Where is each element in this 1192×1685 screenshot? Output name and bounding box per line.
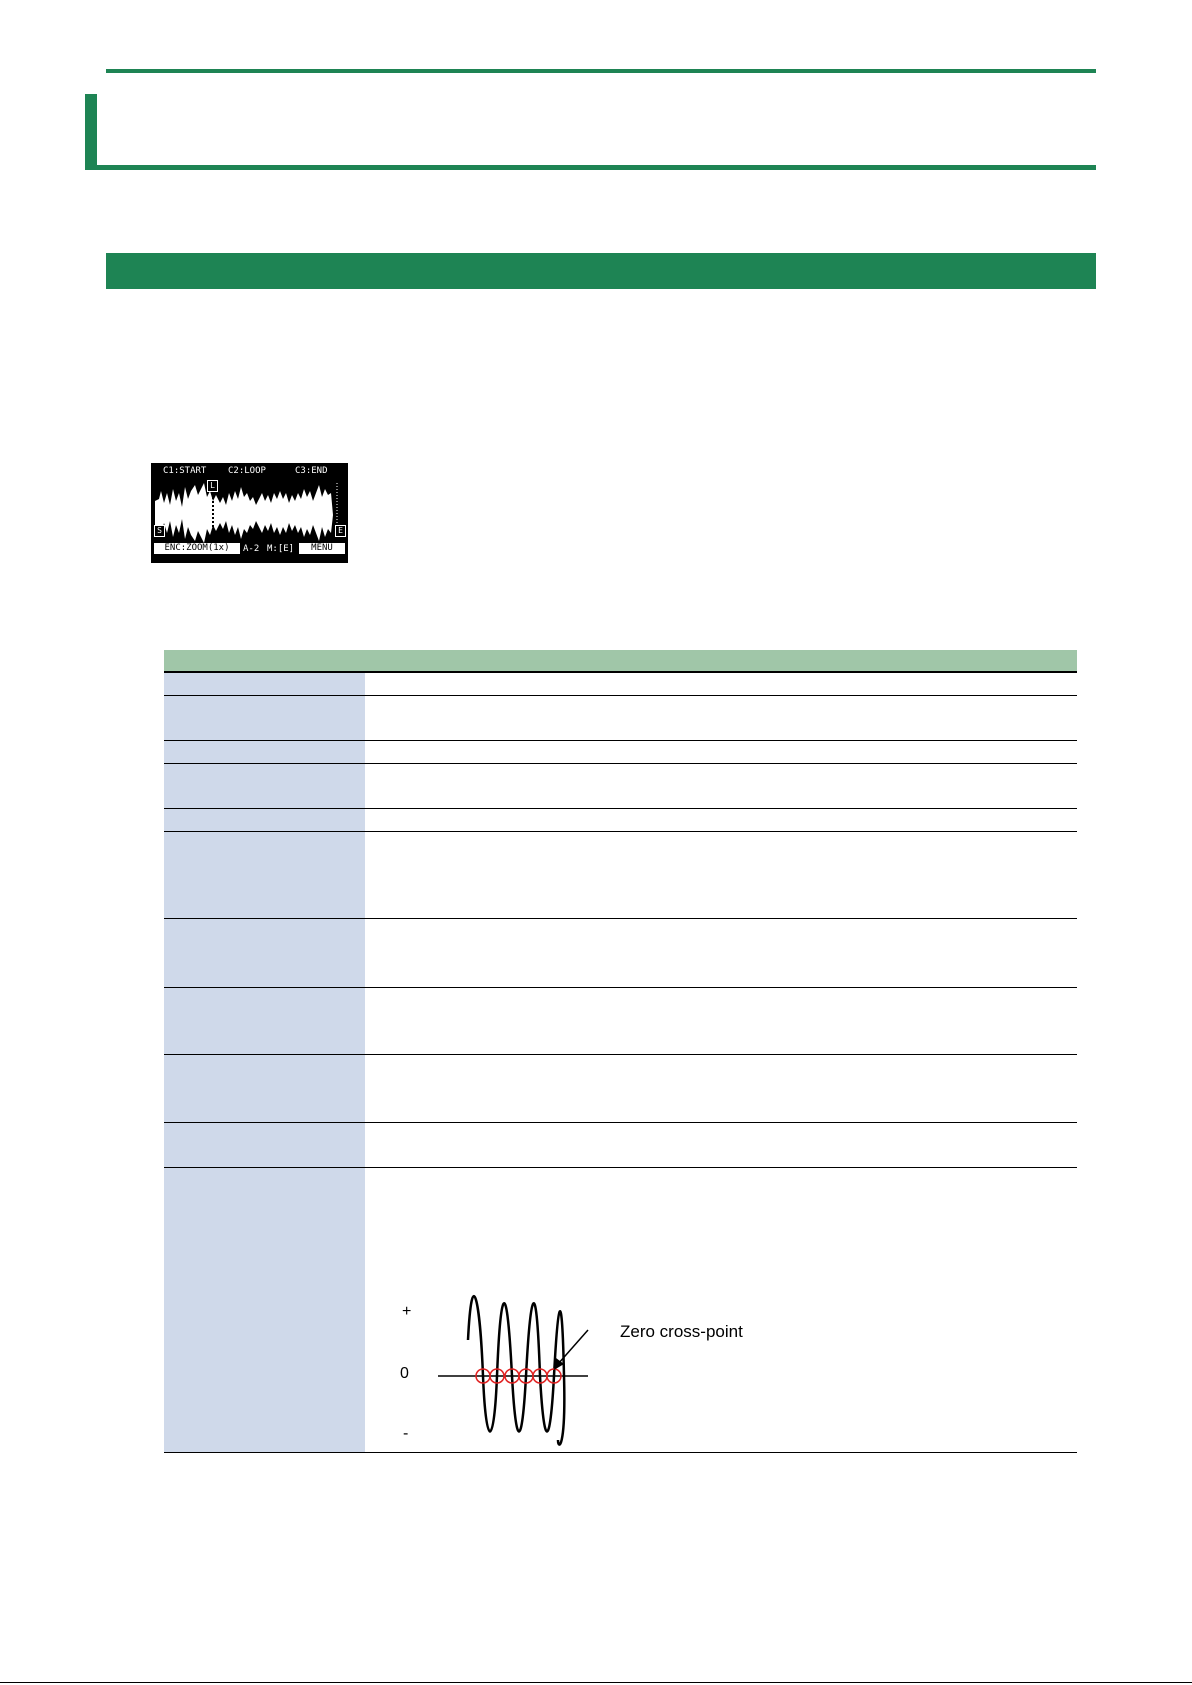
diagram-zero-label: 0 — [400, 1365, 409, 1382]
lcd-start-marker: S — [154, 525, 165, 537]
table-key-cell — [164, 809, 365, 831]
table-key-cell — [164, 696, 365, 740]
table-key-cell — [164, 919, 365, 987]
table-row — [164, 1123, 1077, 1168]
lcd-enc-zoom: ENC:ZOOM(1x) — [154, 543, 240, 554]
lcd-c3-label: C3:END — [295, 466, 328, 476]
table-row — [164, 1055, 1077, 1123]
lcd-loop-marker: L — [207, 480, 218, 492]
table-row — [164, 696, 1077, 741]
title-accent-bar — [85, 94, 97, 170]
lcd-pad-label: A-2 — [243, 544, 260, 554]
table-row — [164, 809, 1077, 832]
table-key-cell — [164, 1123, 365, 1167]
lcd-c1-label: C1:START — [163, 466, 207, 476]
table-row — [164, 741, 1077, 764]
lcd-c2-label: C2:LOOP — [228, 466, 266, 476]
table-key-cell — [164, 1168, 365, 1452]
lcd-mode-label: M:[E] — [267, 544, 295, 554]
top-rule — [106, 69, 1096, 73]
diagram-minus-label: - — [403, 1425, 409, 1442]
footer-rule — [0, 1682, 1192, 1683]
table-row — [164, 673, 1077, 696]
table-row — [164, 832, 1077, 919]
table-key-cell — [164, 673, 365, 695]
lcd-end-marker: E — [335, 525, 346, 537]
lcd-screen — [151, 463, 348, 563]
table-row — [164, 988, 1077, 1055]
table-key-cell — [164, 1055, 365, 1122]
table-header — [164, 650, 1077, 671]
table-key-cell — [164, 741, 365, 763]
table-row — [164, 919, 1077, 988]
lcd-menu-label: MENU — [299, 543, 345, 554]
table-key-cell — [164, 988, 365, 1054]
title-underline — [85, 165, 1096, 170]
table-key-cell — [164, 832, 365, 918]
diagram-caption: Zero cross-point — [620, 1322, 743, 1341]
zero-cross-diagram — [390, 1290, 790, 1455]
diagram-plus-label: + — [402, 1303, 412, 1320]
table-row — [164, 764, 1077, 809]
table-key-cell — [164, 764, 365, 808]
section-heading-bar — [106, 253, 1096, 289]
